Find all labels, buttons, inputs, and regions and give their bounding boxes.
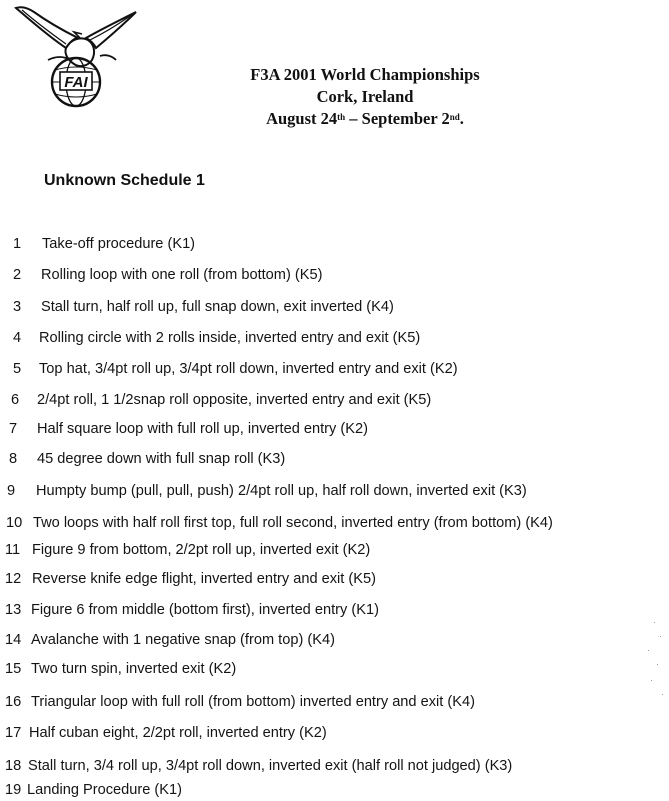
schedule-item-text: Half square loop with full roll up, inverted entry (K2) [37,421,368,437]
svg-text:FAI: FAI [64,74,88,91]
schedule-item-number: 13 [5,602,22,618]
schedule-item-number: 10 [6,515,23,531]
schedule-item [0,296,669,318]
schedule-item [0,233,669,255]
schedule-item-number: 7 [9,421,18,437]
schedule-item-text: Triangular loop with full roll (from bottom) inverted entry and exit (K4) [31,694,475,710]
schedule-item-number: 1 [13,236,22,252]
scan-speck [657,664,658,665]
date-separator: – September 2 [345,109,450,128]
schedule-item [0,448,669,470]
header-location: Cork, Ireland [316,87,414,106]
schedule-item-number: 11 [5,542,21,558]
schedule-item [0,755,669,777]
schedule-item-number: 2 [13,267,22,283]
schedule-item [0,358,669,380]
schedule-item [0,512,669,534]
schedule-item-number: 4 [13,330,22,346]
schedule-title: Unknown Schedule 1 [44,172,205,189]
schedule-item-number: 18 [5,758,22,774]
schedule-item [0,389,669,411]
schedule-item-number: 5 [13,361,22,377]
schedule-item-number: 9 [7,483,16,499]
schedule-item-text: Rolling loop with one roll (from bottom) (K5) [41,267,323,283]
schedule-item-number: 14 [5,632,22,648]
scan-speck [654,622,655,623]
schedule-item [0,779,669,801]
schedule-item-text: 2/4pt roll, 1 1/2snap roll opposite, inverted entry and exit (K5) [37,392,432,408]
schedule-item-number: 17 [5,725,22,741]
scan-speck [662,694,663,695]
schedule-item-number: 15 [5,661,22,677]
schedule-item-number: 3 [13,299,22,315]
date-end-punct: . [459,109,464,128]
schedule-item-number: 6 [11,392,20,408]
schedule-item [0,722,669,744]
schedule-item [0,327,669,349]
schedule-item-text: Landing Procedure (K1) [27,782,182,798]
schedule-item [0,418,669,440]
schedule-item-text: Two loops with half roll first top, full roll second, inverted entry (from bottom) (K4) [33,515,553,531]
schedule-item [0,599,669,621]
schedule-item [0,629,669,651]
schedule-item-text: Half cuban eight, 2/2pt roll, inverted entry (K2) [29,725,327,741]
scan-speck [651,680,652,681]
schedule-item [0,568,669,590]
schedule-item [0,691,669,713]
schedule-item-number: 19 [5,782,22,798]
schedule-item-text: Two turn spin, inverted exit (K2) [31,661,237,677]
schedule-item-text: Stall turn, half roll up, full snap down, exit inverted (K4) [41,299,394,315]
schedule-item-number: 8 [9,451,18,467]
schedule-item-text: Figure 9 from bottom, 2/2pt roll up, inverted exit (K2) [32,542,371,558]
schedule-item [0,480,669,502]
schedule-item-text: Humpty bump (pull, pull, push) 2/4pt roll up, half roll down, inverted exit (K3) [36,483,527,499]
header-title: F3A 2001 World Championships [250,65,480,84]
schedule-item-text: Stall turn, 3/4 roll up, 3/4pt roll down, inverted exit (half roll not judged) (K3) [28,758,513,774]
schedule-item-number: 16 [5,694,22,710]
date-start: August 24 [266,109,338,128]
schedule-item-text: Avalanche with 1 negative snap (from top) (K4) [31,632,335,648]
schedule-item-text: Take-off procedure (K1) [42,236,196,252]
schedule-item-text: Rolling circle with 2 rolls inside, inverted entry and exit (K5) [39,330,421,346]
schedule-item [0,658,669,680]
date-start-suffix: th [337,112,346,122]
schedule-item-number: 12 [5,571,22,587]
schedule-item-text: Figure 6 from middle (bottom first), inverted entry (K1) [31,602,379,618]
schedule-item-text: Top hat, 3/4pt roll up, 3/4pt roll down, inverted entry and exit (K2) [39,361,458,377]
scan-speck [648,650,649,651]
date-end-suffix: nd [449,112,460,122]
schedule-item [0,539,669,561]
schedule-item [0,264,669,286]
schedule-item-text: Reverse knife edge flight, inverted entry and exit (K5) [32,571,376,587]
schedule-item-text: 45 degree down with full snap roll (K3) [37,451,286,467]
scan-speck [660,636,661,637]
